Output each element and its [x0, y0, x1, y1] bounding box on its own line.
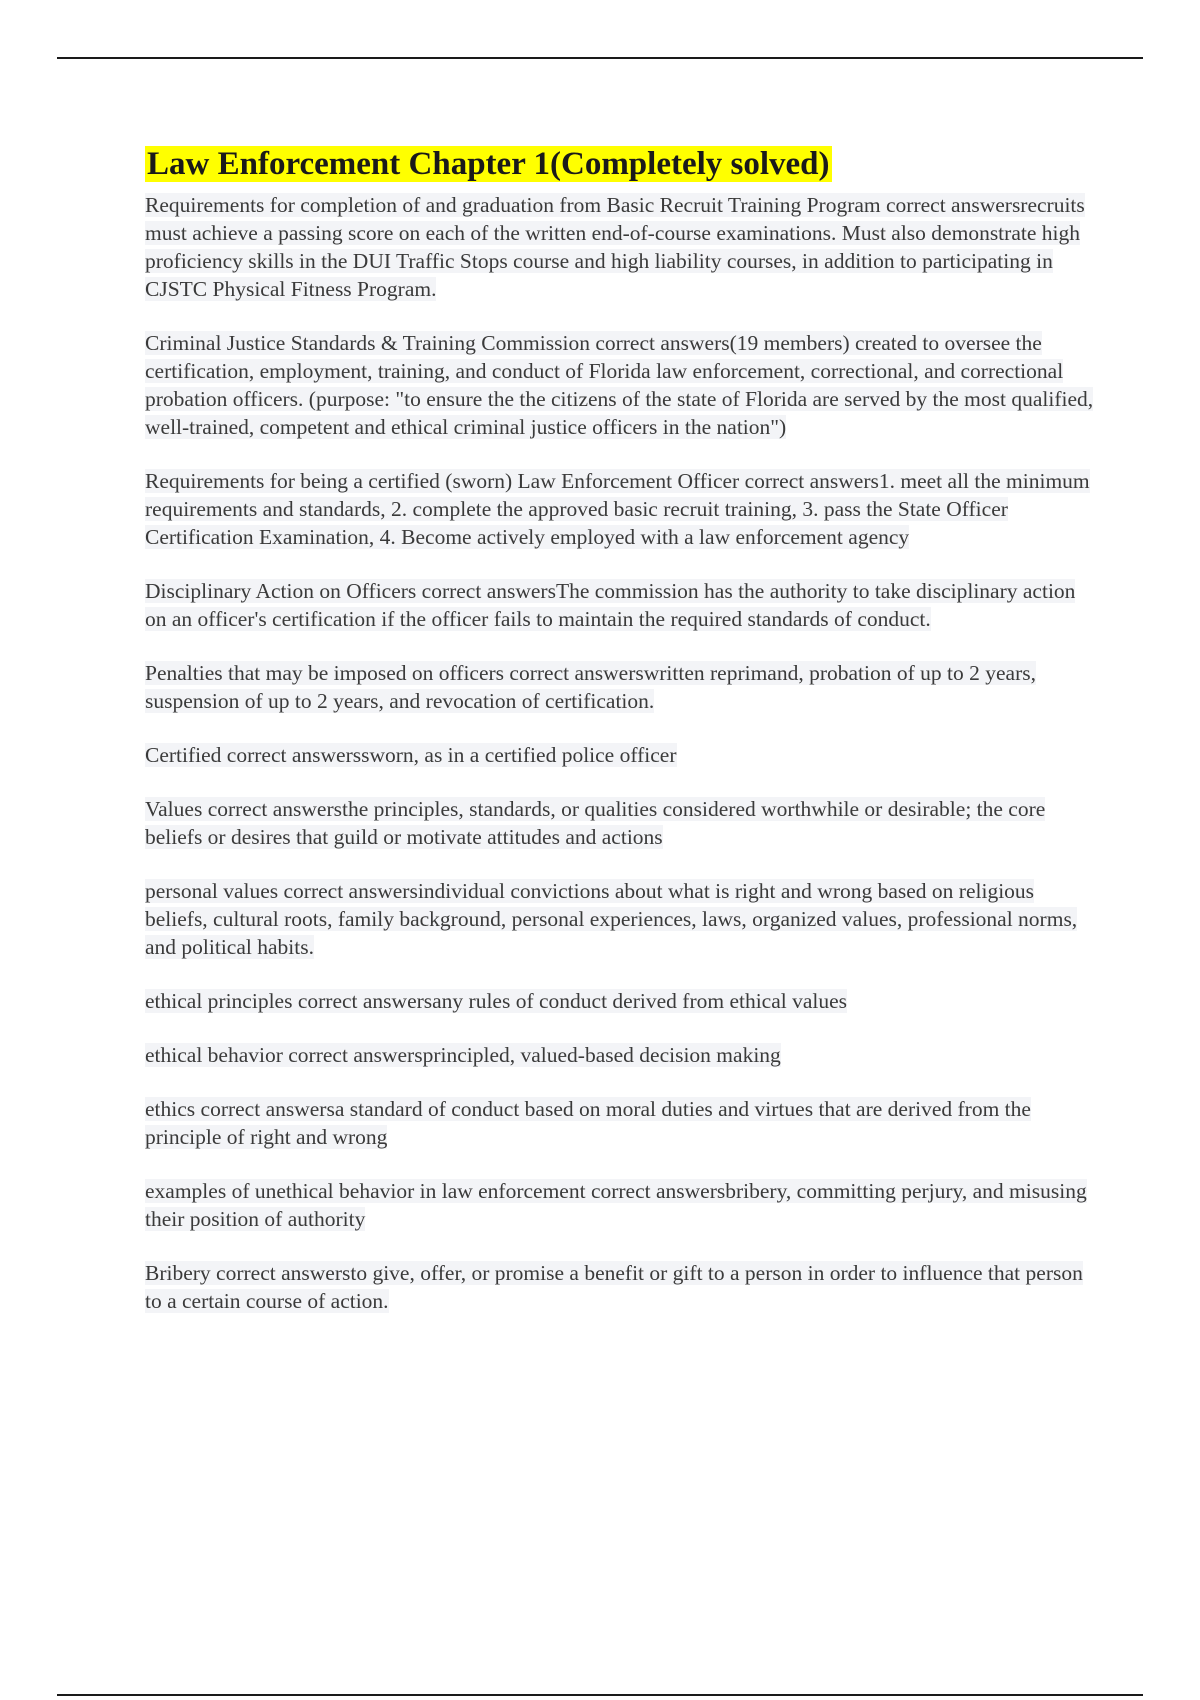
entry-7: Values correct answersthe principles, standards, or qualities considered worthwhile or desirable; the core beliefs or desires that guild or motivate attitudes and actions: [145, 796, 1046, 849]
top-rule: [57, 57, 1143, 59]
entry-1: Requirements for completion of and graduation from Basic Recruit Training Program correct answersrecruits must achieve a passing score on each of the written end-of-course examinations. Must also demonstrate high proficiency skills in the DUI Traffic Stops course and high liability courses, in addition to participating in CJSTC Physical Fitness Program.: [145, 192, 1085, 301]
entry-10: ethical behavior correct answersprincipled, valued-based decision making: [145, 1042, 781, 1067]
bottom-rule: [57, 1694, 1143, 1696]
entry-9: ethical principles correct answersany rules of conduct derived from ethical values: [145, 988, 848, 1013]
entry-12: examples of unethical behavior in law enforcement correct answersbribery, committing perjury, and misusing their position of authority: [145, 1178, 1087, 1231]
entry-8: personal values correct answersindividual convictions about what is right and wrong based on religious beliefs, cultural roots, family background, personal experiences, laws, organized values, professional norms, and political habits.: [145, 878, 1078, 959]
entry-5: Penalties that may be imposed on officers correct answerswritten reprimand, probation of up to 2 years, suspension of up to 2 years, and revocation of certification.: [145, 660, 1036, 713]
document-body: [145, 145, 1095, 1341]
title-highlight: Law Enforcement Chapter 1(Completely solved): [147, 146, 830, 182]
entry-3: Requirements for being a certified (sworn) Law Enforcement Officer correct answers1. meet all the minimum requirements and standards, 2. complete the approved basic recruit training, 3. pass the State Officer Certification Examination, 4. Become actively employed with a law enforcement agency: [145, 468, 1090, 549]
entry-11: ethics correct answersa standard of conduct based on moral duties and virtues that are derived from the principle of right and wrong: [145, 1096, 1031, 1149]
entry-4: Disciplinary Action on Officers correct answersThe commission has the authority to take disciplinary action on an officer's certification if the officer fails to maintain the required standards of conduct.: [145, 578, 1076, 631]
document-title: [145, 145, 1095, 185]
entry-2: Criminal Justice Standards & Training Commission correct answers(19 members) created to oversee the certification, employment, training, and conduct of Florida law enforcement, correctional, and correctional probation officers. (purpose: "to ensure the the citizens of the state of Florida are served by the most qualified, well-trained, competent and ethical criminal justice officers in the nation"): [145, 330, 1094, 439]
entry-13: Bribery correct answersto give, offer, or promise a benefit or gift to a person in order to influence that person to a certain course of action.: [145, 1260, 1083, 1313]
entry-6: Certified correct answerssworn, as in a certified police officer: [145, 742, 677, 767]
